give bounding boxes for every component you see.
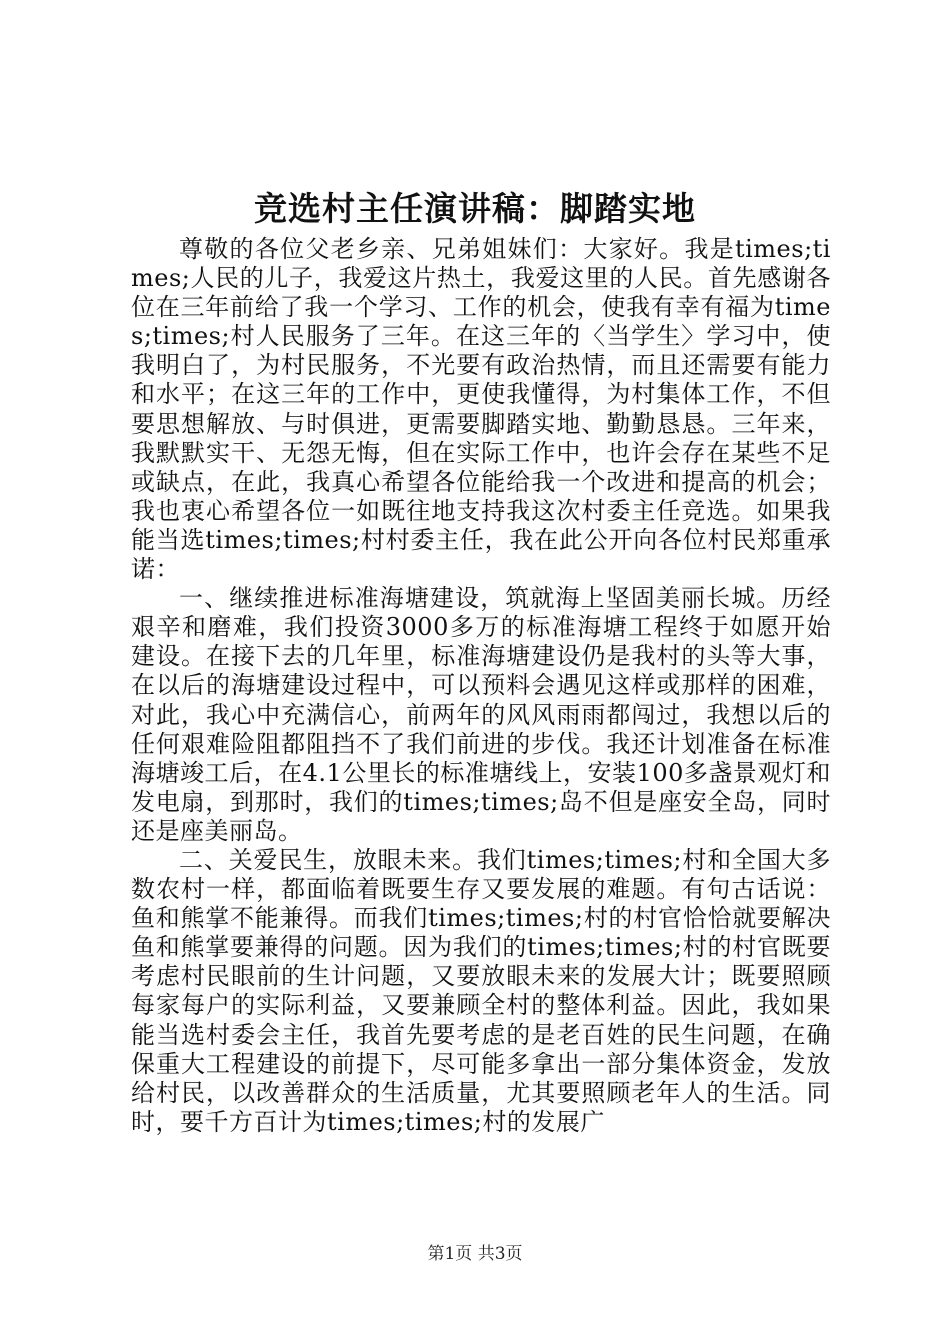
page-number-footer: 第1页 共3页	[427, 1244, 523, 1264]
document-title: 竞选村主任演讲稿：脚踏实地	[254, 189, 696, 228]
paragraph-seawall: 一、继续推进标准海塘建设，筑就海上坚固美丽长城。历经艰辛和磨难，我们投资3000多万的标准海塘工程终于如愿开始建设。在接下去的几年里，标准海塘建设仍是我村的头等大事，在以后的海塘建设过程中，可以预料会遇见这样或那样的困难，对此，我心中充满信心，前两年的风风雨雨都闯过，我想以后的任何艰难险阻都阻挡不了我们前进的步伐。我还计划准备在标准海塘竣工后，在4.1公里长的标准塘线上，安装100多盏景观灯和发电扇，到那时，我们的times;times;岛不但是座安全岛，同时还是座美丽岛。	[131, 584, 831, 845]
paragraph-greeting: 尊敬的各位父老乡亲、兄弟姐妹们：大家好。我是times;times;人民的儿子，我爱这片热土，我爱这里的人民。首先感谢各位在三年前给了我一个学习、工作的机会，使我有幸有福为times;times;村人民服务了三年。在这三年的〈当学生〉学习中，使我明白了，为村民服务，不光要有政治热情，而且还需要有能力和水平；在这三年的工作中，更使我懂得，为村集体工作，不但要思想解放、与时俱进，更需要脚踏实地、勤勤恳恳。三年来，我默默实干、无怨无悔，但在实际工作中，也许会存在某些不足或缺点，在此，我真心希望各位能给我一个改进和提高的机会；我也衷心希望各位一如既往地支持我这次村委主任竞选。如果我能当选times;times;村村委主任，我在此公开向各位村民郑重承诺：	[131, 235, 831, 584]
paragraph-livelihood: 二、关爱民生，放眼未来。我们times;times;村和全国大多数农村一样，都面临着既要生存又要发展的难题。有句古话说：鱼和熊掌不能兼得。而我们times;times;村的村官恰恰就要解决鱼和熊掌要兼得的问题。因为我们的times;times;村的村官既要考虑村民眼前的生计问题，又要放眼未来的发展大计；既要照顾每家每户的实际利益，又要兼顾全村的整体利益。因此，我如果能当选村委会主任，我首先要考虑的是老百姓的民生问题，在确保重大工程建设的前提下，尽可能多拿出一部分集体资金，发放给村民，以改善群众的生活质量，尤其要照顾老年人的生活。同时，要千方百计为times;times;村的发展广	[131, 845, 831, 1136]
document-body	[131, 235, 831, 1137]
